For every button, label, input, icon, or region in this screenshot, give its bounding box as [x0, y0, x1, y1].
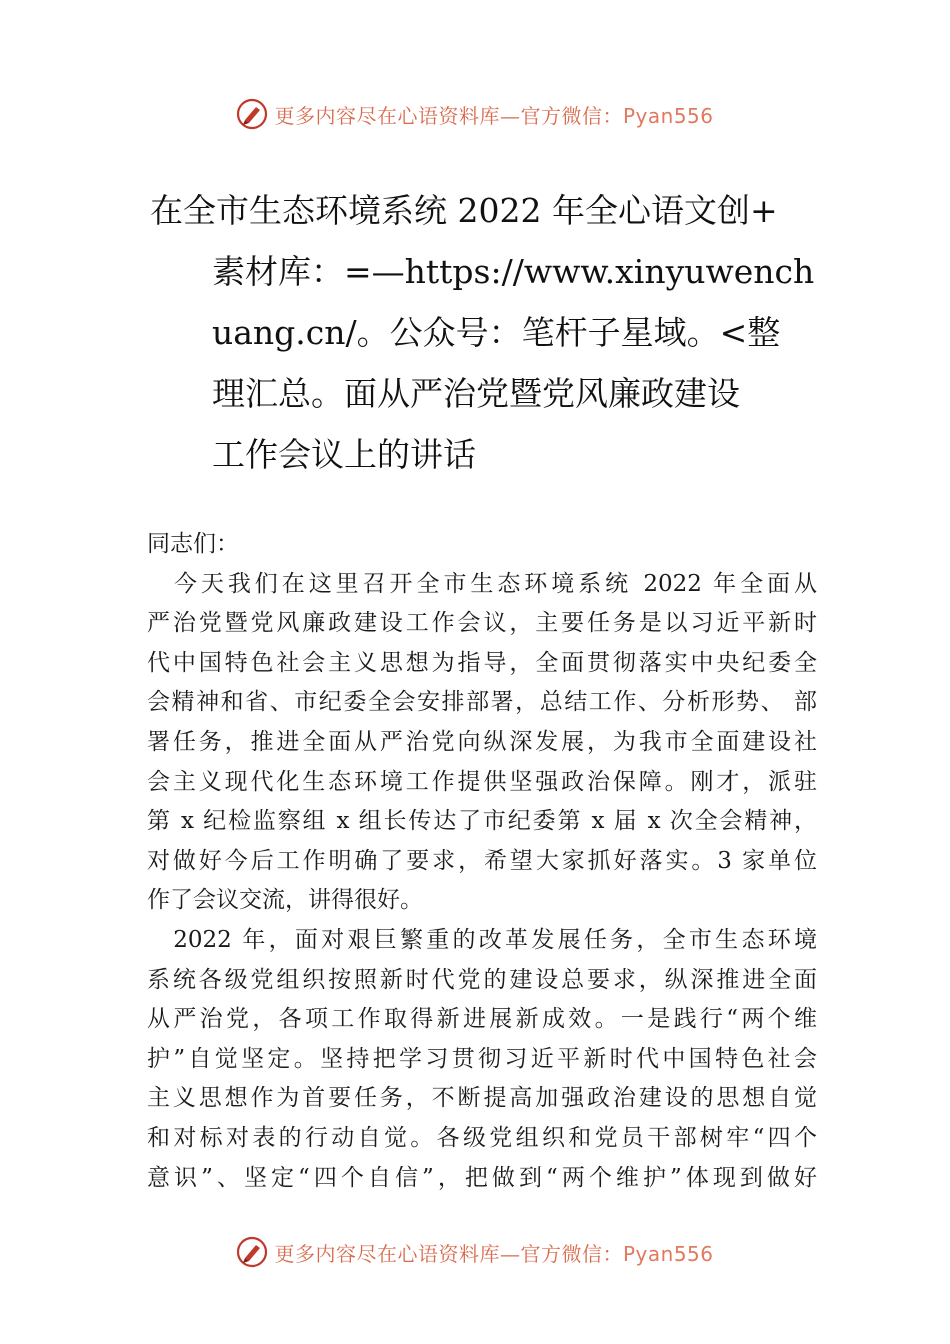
pen-logo-icon: [236, 1236, 268, 1268]
paragraph-2-line: 系统各级党组织按照新时代党的建设总要求，纵深推进全面: [147, 966, 817, 993]
paragraph-1-line: 会主义现代化生态环境工作提供坚强政治保障。刚才，派驻: [147, 768, 817, 795]
title-line: uang.cn/。公众号：笔杆子星域。<整: [212, 313, 781, 352]
paragraph-2-line: 从严治党，各项工作取得新进展新成效。一是践行“两个维: [147, 1006, 817, 1033]
paragraph-2-line: 主义思想作为首要任务，不断提高加强政治建设的思想自觉: [147, 1085, 817, 1112]
footer-banner: [0, 1232, 950, 1272]
document-title: [150, 180, 830, 485]
header-banner: [0, 94, 950, 134]
paragraph-1-line: 会精神和省、市纪委全会安排部署，总结工作、分析形势、 部: [147, 689, 817, 716]
paragraph-1-line: 严治党暨党风廉政建设工作会议，主要任务是以习近平新时: [147, 610, 817, 637]
paragraph-1-line: 作了会议交流，讲得很好。: [147, 887, 423, 914]
title-line: 在全市生态环境系统 2022 年全心语文创+: [150, 191, 778, 230]
paragraph-1-line: 代中国特色社会主义思想为指导，全面贯彻落实中央纪委全: [147, 649, 817, 676]
paragraph-2-line: 2022 年，面对艰巨繁重的改革发展任务，全市生态环境: [147, 926, 817, 953]
paragraph-2-line: 意识”、坚定“四个自信”，把做到“两个维护”体现到做好: [147, 1164, 817, 1191]
paragraph-2-line: 和对标对表的行动自觉。各级党组织和党员干部树牢“四个: [147, 1124, 817, 1151]
footer-wechat-id: Pyan556: [622, 1241, 714, 1266]
title-line: 工作会议上的讲话: [212, 435, 476, 474]
document-body: [147, 525, 817, 1198]
footer-banner-text: 更多内容尽在心语资料库—官方微信：Pyan556: [274, 1241, 714, 1266]
paragraph-2-line: 护”自觉坚定。坚持把学习贯彻习近平新时代中国特色社会: [147, 1045, 817, 1072]
title-line: 理汇总。面从严治党暨党风廉政建设: [212, 374, 740, 413]
title-line: 素材库：=—https://www.xinyuwench: [212, 252, 815, 291]
paragraph-1-line: 对做好今后工作明确了要求，希望大家抓好落实。3 家单位: [147, 847, 817, 874]
header-wechat-id: Pyan556: [622, 103, 714, 128]
header-banner-text: 更多内容尽在心语资料库—官方微信：Pyan556: [274, 103, 714, 128]
paragraph-1-line: 署任务，推进全面从严治党向纵深发展，为我市全面建设社: [147, 728, 817, 755]
pen-logo-icon: [236, 98, 268, 130]
paragraph-1-line: 今天我们在这里召开全市生态环境系统 2022 年全面从: [147, 570, 817, 597]
paragraph-1-line: 第 x 纪检监察组 x 组长传达了市纪委第 x 届 x 次全会精神，: [147, 808, 817, 835]
salutation: 同志们：: [147, 531, 239, 557]
